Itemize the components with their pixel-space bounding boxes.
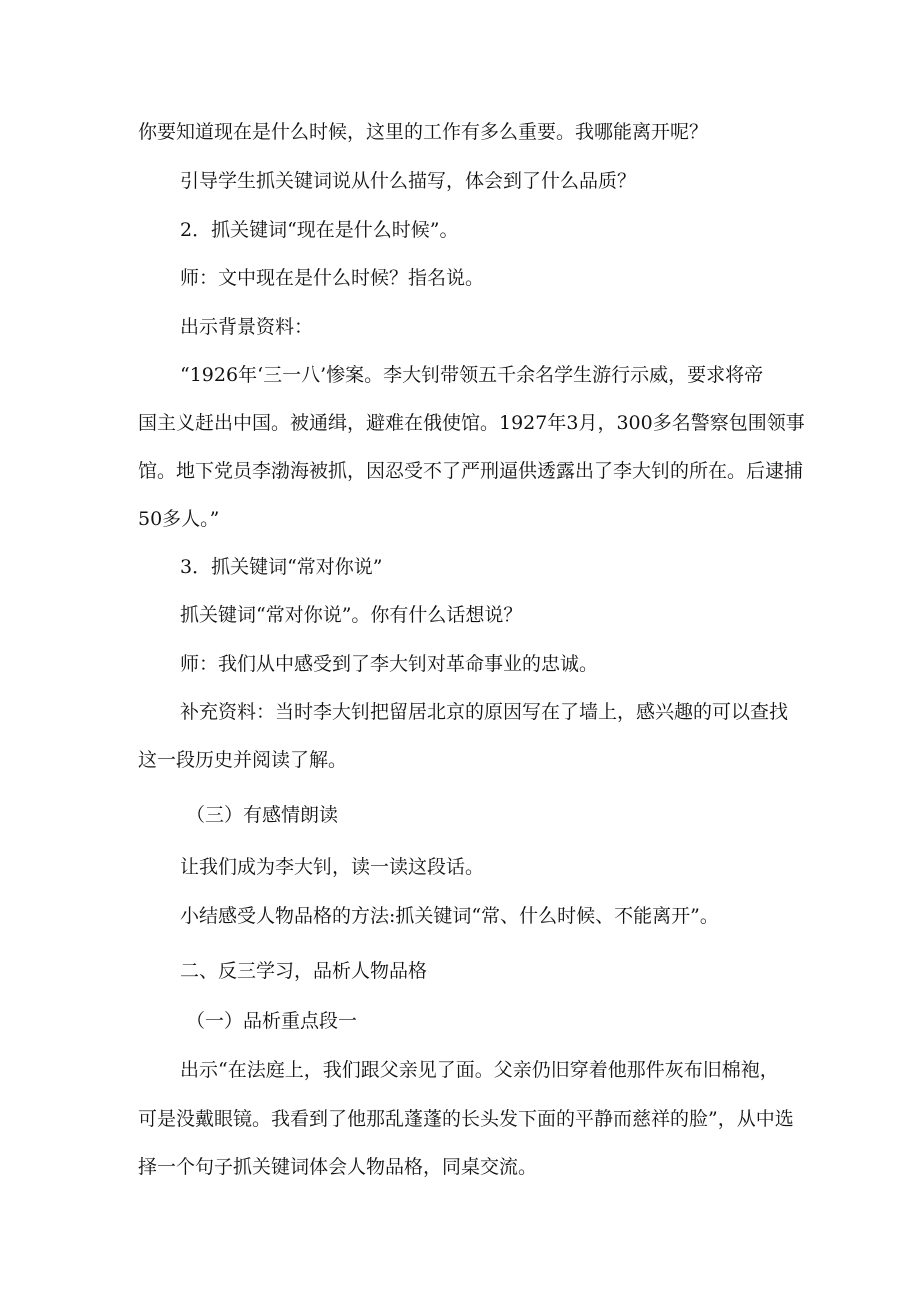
text-line: “1926年‘三一八’惨案。李大钊带领五千余名学生游行示威，要求将帝 [180, 364, 764, 386]
text-line: 让我们成为李大钊，读一读这段话。 [180, 856, 485, 878]
text-line: 引导学生抓关键词说从什么描写，体会到了什么品质？ [180, 170, 637, 192]
text-line: 你要知道现在是什么时候，这里的工作有多么重要。我哪能离开呢？ [138, 121, 709, 143]
text-line: （一）品析重点段一 [186, 1010, 358, 1032]
text-line: 师：我们从中感受到了李大钊对革命事业的忠诚。 [180, 653, 599, 675]
text-line: 3．抓关键词“常对你说” [180, 556, 383, 578]
text-line: 补充资料：当时李大钊把留居北京的原因写在了墙上，感兴趣的可以查找 [180, 701, 789, 723]
text-line: 出示背景资料： [180, 316, 314, 338]
text-line: 二、反三学习，品析人物品格 [180, 960, 428, 982]
text-line: （三）有感情朗读 [186, 804, 339, 826]
text-line: 50多人。” [138, 508, 220, 530]
text-line: 馆。地下党员李渤海被抓，因忍受不了严刑逼供透露出了李大钊的所在。后逮捕 [138, 460, 804, 482]
text-line: 国主义赶出中国。被通缉，避难在俄使馆。1927年3月，300多名警察包围领事 [138, 412, 805, 434]
text-line: 择一个句子抓关键词体会人物品格，同桌交流。 [138, 1156, 538, 1178]
text-line: 这一段历史并阅读了解。 [138, 749, 348, 771]
text-line: 可是没戴眼镜。我看到了他那乱蓬蓬的长头发下面的平静而慈祥的脸”，从中选 [138, 1108, 794, 1130]
text-line: 师：文中现在是什么时候？指名说。 [180, 267, 485, 289]
text-line: 抓关键词“常对你说”。你有什么话想说？ [180, 604, 523, 626]
text-line: 小结感受人物品格的方法:抓关键词“常、什么时候、不能离开”。 [180, 905, 719, 927]
text-line: 2．抓关键词“现在是什么时候”。 [180, 219, 459, 241]
text-line: 出示“在法庭上，我们跟父亲见了面。父亲仍旧穿着他那件灰布旧棉袍， [180, 1059, 779, 1081]
